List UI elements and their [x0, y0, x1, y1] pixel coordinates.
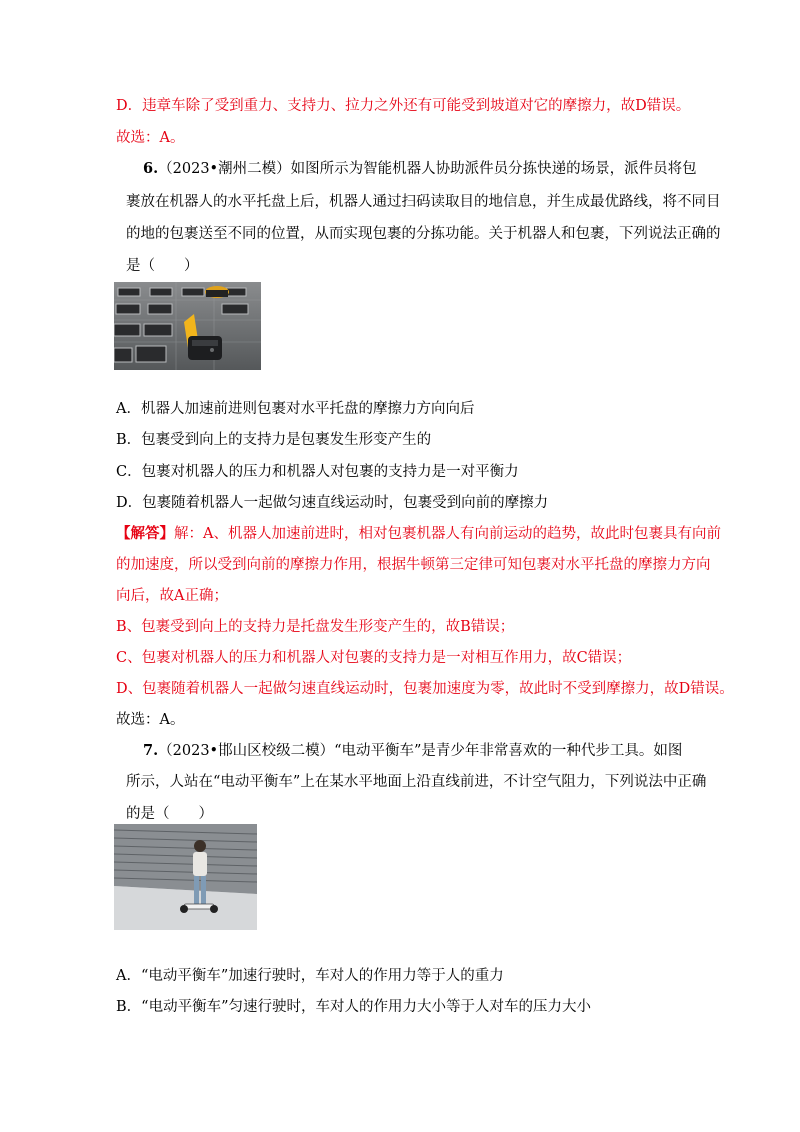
question-text: 是（ ） — [126, 258, 199, 274]
prev-choice: 故选：A。 — [116, 130, 185, 146]
answer-text: C、包裹对机器人的压力和机器人对包裹的支持力是一对相互作用力，故C错误； — [116, 650, 632, 666]
option-a: A．“电动平衡车”加速行驶时，车对人的作用力等于人的重力 — [116, 968, 504, 984]
balance-scooter-photo — [114, 824, 257, 930]
option-d: D．包裹随着机器人一起做匀速直线运动时，包裹受到向前的摩擦力 — [116, 495, 549, 511]
answer-text: B、包裹受到向上的支持力是托盘发生形变产生的，故B错误； — [116, 619, 515, 635]
question-number: 7. — [143, 742, 159, 759]
question-text: 的是（ ） — [126, 806, 213, 822]
question-text: 的地的包裹送至不同的位置，从而实现包裹的分拣功能。关于机器人和包裹，下列说法正确的 — [126, 226, 721, 242]
answer-text: 的加速度，所以受到向前的摩擦力作用，根据牛顿第三定律可知包裹对水平托盘的摩擦力方向 — [116, 557, 711, 573]
answer-text: D、包裹随着机器人一起做匀速直线运动时，包裹加速度为零，故此时不受到摩擦力，故D错误。 — [116, 681, 734, 697]
prev-option-d: D．违章车除了受到重力、支持力、拉力之外还有可能受到坡道对它的摩擦力，故D错误。 — [116, 98, 691, 114]
answer-text: 向后，故A正确； — [116, 588, 228, 604]
answer-text: 解：A、机器人加速前进时，相对包裹机器人有向前运动的趋势，故此时包裹具有向前 — [174, 526, 721, 542]
option-a: A．机器人加速前进则包裹对水平托盘的摩擦力方向向后 — [116, 401, 475, 417]
choice-line: 故选：A。 — [116, 712, 185, 728]
answer-line — [116, 524, 721, 544]
option-b: B．包裹受到向上的支持力是包裹发生形变产生的 — [116, 432, 432, 448]
question-text: 所示，人站在“电动平衡车”上在某水平地面上沿直线前进，不计空气阻力，下列说法中正确 — [126, 774, 707, 790]
question-number: 6. — [143, 160, 159, 177]
question-text: （2023•邯山区校级二模）“电动平衡车”是青少年非常喜欢的一种代步工具。如图 — [158, 743, 683, 759]
question-text: 裹放在机器人的水平托盘上后，机器人通过扫码读取目的地信息，并生成最优路线，将不同目 — [126, 194, 721, 210]
robot-sorting-photo — [114, 282, 261, 370]
answer-tag: 【解答】 — [116, 525, 174, 542]
question-text: （2023•潮州二模）如图所示为智能机器人协助派件员分拣快递的场景，派件员将包 — [158, 161, 697, 177]
option-c: C．包裹对机器人的压力和机器人对包裹的支持力是一对平衡力 — [116, 464, 519, 480]
option-b: B．“电动平衡车”匀速行驶时，车对人的作用力大小等于人对车的压力大小 — [116, 999, 591, 1015]
